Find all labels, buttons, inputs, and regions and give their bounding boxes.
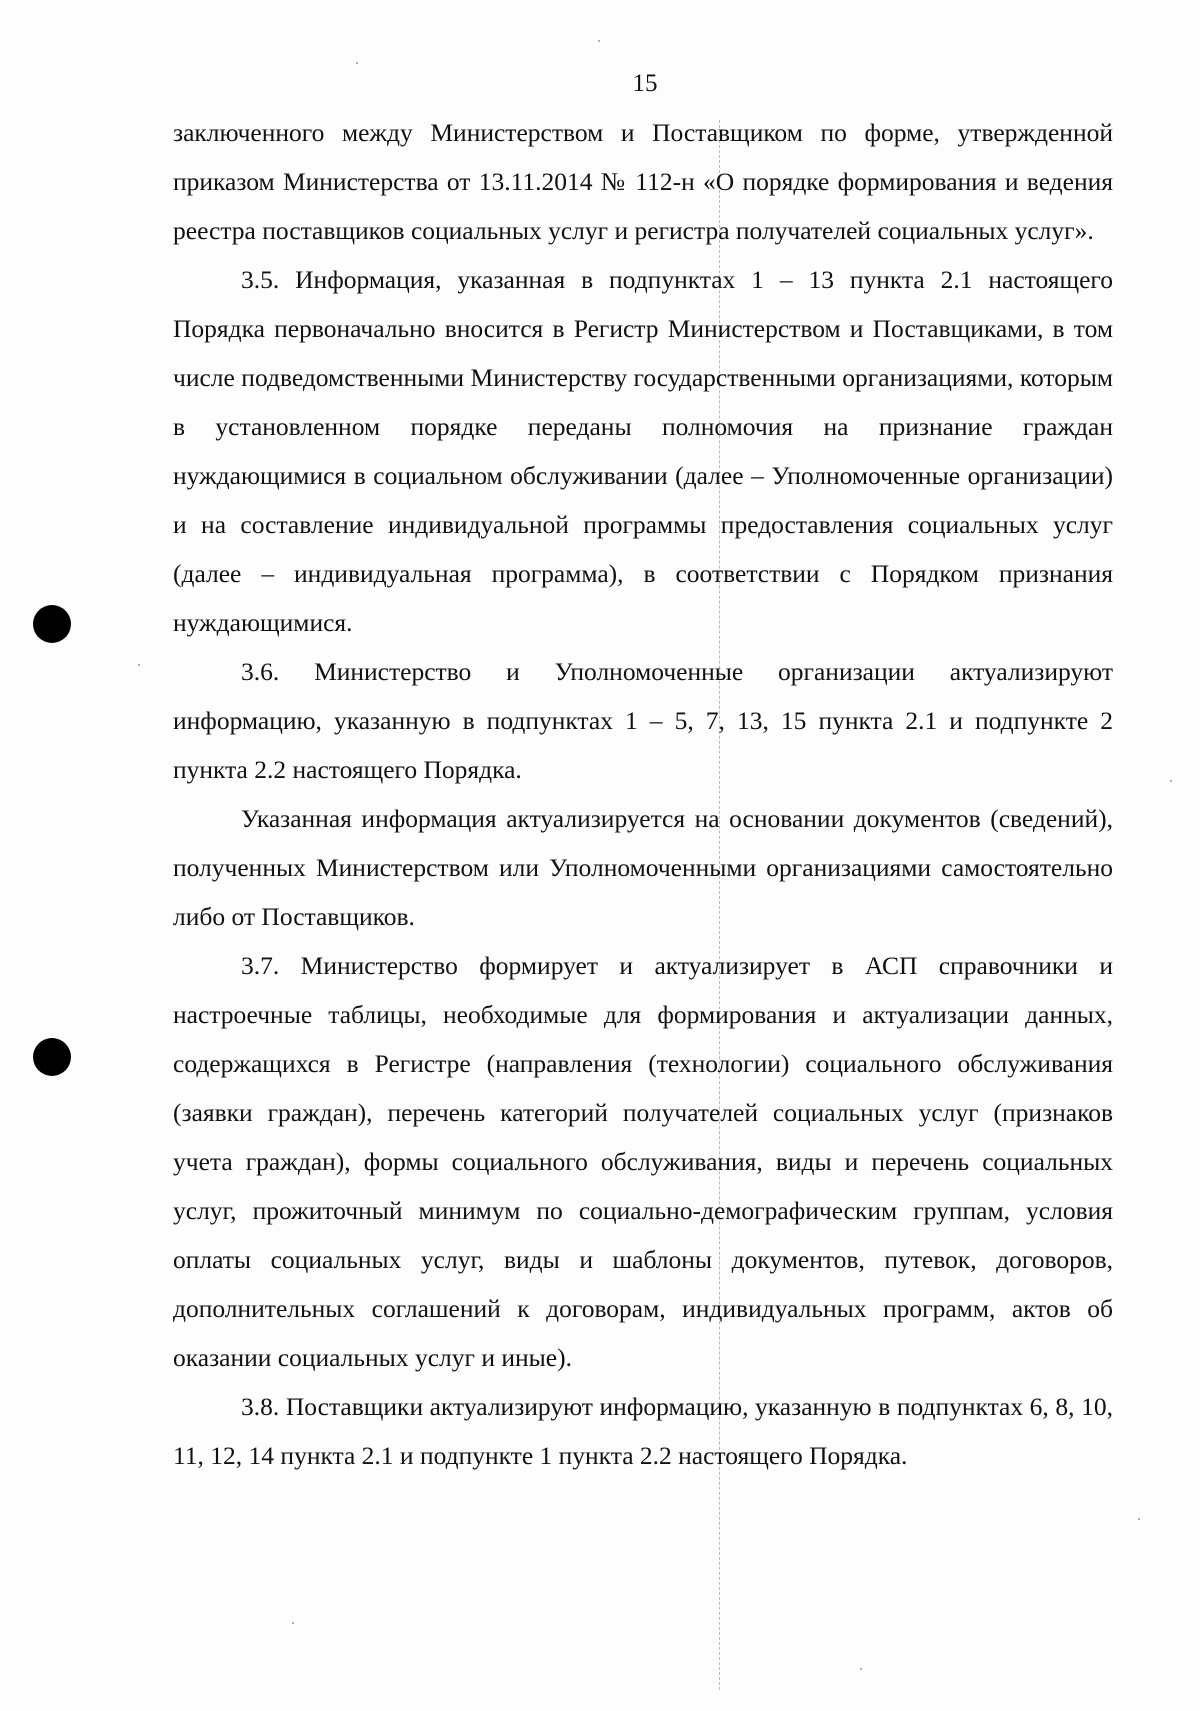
paragraph-3-6-continued: Указанная информация актуализируется на основании документов (сведений), полученных Министерством или Уполномоченными организациями самостоятельно либо от Поставщиков. — [173, 804, 1113, 931]
page-number: 15 — [632, 70, 658, 97]
paragraph-3-6: 3.6. Министерство и Уполномоченные организации актуализируют информацию, указанную в подпунктах 1 – 5, 7, 13, 15 пункта 2.1 и подпункте 2 пункта 2.2 настоящего Порядка. — [173, 657, 1113, 784]
scan-speck — [1138, 1518, 1140, 1520]
scan-speck — [598, 40, 600, 42]
scan-speck — [1170, 780, 1172, 782]
scan-speck — [860, 1668, 862, 1670]
paragraph-continuation: заключенного между Министерством и Поставщиком по форме, утвержденной приказом Министерства от 13.11.2014 № 112-н «О порядке формирования и ведения реестра поставщиков социальных услуг и регистра получателей социальных услуг». — [173, 118, 1113, 245]
paragraph-3-7: 3.7. Министерство формирует и актуализирует в АСП справочники и настроечные таблицы, необходимые для формирования и актуализации данных, содержащихся в Регистре (направления (технологии) социального обслуживания (заявки граждан), перечень категорий получателей социальных услуг (признаков учета граждан), формы социального обслуживания, виды и перечень социальных услуг, прожиточный минимум по социально-демографическим группам, условия оплаты социальных услуг, виды и шаблоны документов, путевок, договоров, дополнительных соглашений к договорам, индивидуальных программ, актов об оказании социальных услуг и иные). — [173, 951, 1113, 1372]
scan-speck — [138, 664, 140, 666]
punch-hole — [33, 1038, 71, 1076]
document-body — [173, 108, 1113, 1480]
paragraph-3-5: 3.5. Информация, указанная в подпунктах 1 – 13 пункта 2.1 настоящего Порядка первоначально вносится в Регистр Министерством и Поставщиками, в том числе подведомственными Министерству государственными организациями, которым в установленном порядке переданы полномочия на признание граждан нуждающимися в социальном обслуживании (далее – Уполномоченные организации) и на составление индивидуальной программы предоставления социальных услуг (далее – индивидуальная программа), в соответствии с Порядком признания нуждающимися. — [173, 265, 1113, 637]
paragraph-3-8: 3.8. Поставщики актуализируют информацию, указанную в подпунктах 6, 8, 10, 11, 12, 14 пункта 2.1 и подпункте 1 пункта 2.2 настоящего Порядка. — [173, 1392, 1113, 1470]
scan-speck — [292, 1622, 294, 1624]
scan-speck — [356, 62, 358, 64]
punch-hole — [33, 605, 71, 643]
